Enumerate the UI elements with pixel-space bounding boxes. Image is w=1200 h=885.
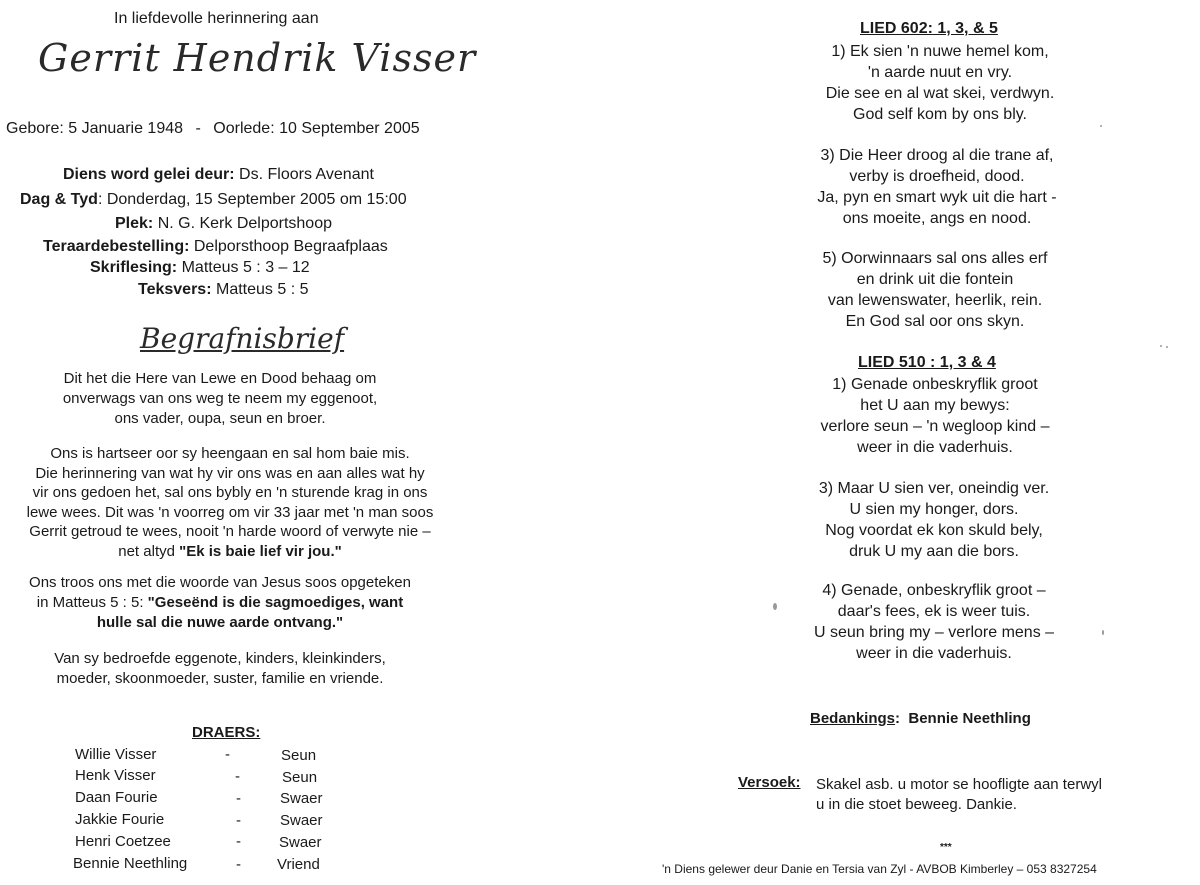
bearer-name: Jakkie Fourie	[75, 811, 165, 828]
hymn-510-verse-3	[798, 478, 1070, 562]
hymn-510-title: LIED 510 : 1, 3 & 4	[858, 354, 996, 371]
quote-bold: "Ek is baie lief vir jou."	[179, 542, 342, 560]
scan-speck	[1166, 346, 1168, 348]
scan-speck	[1160, 345, 1162, 347]
hymn-602-verse-1	[800, 41, 1080, 125]
verse-line: 3) Maar U sien ver, oneindig ver.	[818, 480, 1050, 497]
bearer-dash: -	[236, 812, 241, 829]
intro-line: In liefdevolle herinnering aan	[114, 10, 319, 27]
service-text-value: Matteus 5 : 5	[215, 281, 309, 298]
bearers-title: DRAERS:	[192, 724, 261, 741]
bearer-relation: Swaer	[279, 834, 322, 851]
bearer-name: Henk Visser	[75, 767, 156, 784]
request-label: Versoek:	[738, 774, 801, 791]
scripture-quote: hulle sal die nuwe aarde ontvang."	[96, 614, 344, 631]
bearer-dash: -	[236, 790, 241, 807]
service-leader-value: Ds. Floors Avenant	[239, 166, 374, 183]
bearer-name: Willie Visser	[75, 746, 157, 763]
verse-line: Ja, pyn en smart wyk uit die hart -	[817, 189, 1057, 206]
service-datetime-label: Dag & Tyd	[20, 191, 98, 208]
verse-line: ons moeite, angs en nood.	[842, 210, 1032, 227]
bearer-dash: -	[236, 856, 241, 873]
verse-line: 1) Genade onbeskryflik groot	[832, 376, 1038, 393]
bearer-dash: -	[225, 746, 230, 763]
bearer-name: Daan Fourie	[75, 789, 158, 806]
service-leader-label: Diens word gelei deur:	[63, 166, 235, 183]
hymn-602-verse-3	[796, 145, 1078, 229]
verse-line: van lewenswater, heerlik, rein.	[827, 292, 1043, 309]
scan-speck	[1100, 125, 1102, 127]
letter-paragraph-1	[0, 369, 440, 429]
paragraph-line: in Matteus 5 : 5: "Geseënd is die sagmoediges, want	[36, 594, 404, 611]
hymn-510-verse-4	[796, 580, 1072, 664]
bearer-dash: -	[236, 833, 241, 850]
verse-line: en drink uit die fontein	[856, 271, 1014, 288]
letter-title: Begrafnisbrief	[140, 322, 345, 355]
deceased-name: Gerrit Hendrik Visser	[38, 36, 477, 80]
verse-line: druk U my aan die bors.	[849, 543, 1019, 560]
service-leader	[63, 166, 374, 184]
paragraph-line: Ons troos ons met die woorde van Jesus soos opgeteken	[29, 574, 411, 591]
verse-line: U sien my honger, dors.	[849, 501, 1019, 518]
service-place	[115, 215, 332, 233]
paragraph-line: net altyd "Ek is baie lief vir jou."	[118, 542, 342, 560]
service-datetime	[20, 191, 407, 209]
verse-line: Nog voordat ek kon skuld bely,	[825, 522, 1043, 539]
scan-speck	[773, 603, 777, 610]
paragraph-line: Ons is hartseer oor sy heengaan en sal hom baie mis.	[50, 445, 410, 462]
request-line-1: Skakel asb. u motor se hoofligte aan terwyl	[816, 776, 1102, 793]
verse-line: 'n aarde nuut en vry.	[867, 64, 1013, 81]
paragraph-line: onverwags van ons weg te neem my eggenoot,	[62, 390, 378, 407]
paragraph-line: Dit het die Here van Lewe en Dood behaag om	[63, 370, 377, 387]
service-reading-value: Matteus 5 : 3 – 12	[181, 259, 310, 276]
hymn-602-title: LIED 602: 1, 3, & 5	[860, 20, 998, 37]
service-place-label: Plek:	[115, 215, 154, 232]
service-text-label: Teksvers:	[138, 281, 212, 298]
bearer-relation: Seun	[282, 769, 318, 786]
service-datetime-value: : Donderdag, 15 September 2005 om 15:00	[97, 191, 407, 208]
born-label: Gebore:	[6, 120, 64, 137]
service-reading-label: Skriflesing:	[90, 259, 178, 276]
verse-line: weer in die vaderhuis.	[856, 645, 1012, 662]
paragraph-line: moeder, skoonmoeder, suster, familie en vriende.	[56, 670, 384, 687]
hymn-602-verse-5	[800, 248, 1070, 332]
service-place-value: N. G. Kerk Delportshoop	[157, 215, 332, 232]
service-burial-label: Teraardebestelling:	[43, 238, 190, 255]
verse-line: daar's fees, ek is weer tuis.	[837, 603, 1031, 620]
service-reading	[90, 259, 310, 277]
letter-paragraph-3	[0, 573, 440, 633]
died-label: Oorlede:	[213, 120, 275, 137]
scan-speck	[1102, 630, 1104, 635]
thanks-line: Bedankings: Bennie Neethling	[810, 710, 1031, 727]
verse-line: het U aan my bewys:	[860, 397, 1010, 414]
born-date: 5 Januarie 1948	[68, 120, 184, 137]
paragraph-line: Die herinnering van wat hy vir ons was en aan alles wat hy	[35, 464, 425, 482]
paragraph-line: vir ons gedoen het, sal ons bybly en 'n sturende krag in ons	[32, 484, 428, 502]
paragraph-line: Gerrit getroud te wees, nooit 'n harde woord of verwyte nie –	[29, 523, 431, 541]
bearer-relation: Swaer	[280, 812, 323, 829]
verse-line: God self kom by ons bly.	[853, 106, 1027, 123]
paragraph-line: lewe wees. Dit was 'n voorreg om vir 33 jaar met 'n man soos	[26, 503, 434, 521]
verse-line: U seun bring my – verlore mens –	[813, 624, 1055, 641]
bearer-dash: -	[235, 768, 240, 785]
bearer-relation: Seun	[281, 747, 317, 764]
verse-line: verlore seun – 'n wegloop kind –	[820, 418, 1050, 435]
verse-line: 1) Ek sien 'n nuwe hemel kom,	[831, 43, 1049, 60]
hymn-510-verse-1	[800, 374, 1070, 458]
service-text	[138, 281, 308, 299]
verse-line: 3) Die Heer droog al die trane af,	[820, 147, 1054, 164]
verse-line: verby is droefheid, dood.	[849, 168, 1025, 185]
dates-separator: -	[195, 120, 201, 137]
request-line-2: u in die stoet beweeg. Dankie.	[816, 796, 1017, 813]
paragraph-line: ons vader, oupa, seun en broer.	[114, 410, 326, 427]
bearer-relation: Vriend	[277, 856, 320, 873]
bearer-name: Bennie Neethling	[73, 855, 188, 872]
thanks-label: Bedankings	[810, 710, 896, 727]
service-burial	[43, 238, 388, 256]
bearer-relation: Swaer	[280, 790, 323, 807]
footer-credit: 'n Diens gelewer deur Danie en Tersia van Zyl - AVBOB Kimberley – 053 8327254	[662, 862, 1097, 876]
bearer-name: Henri Coetzee	[75, 833, 171, 850]
verse-line: 4) Genade, onbeskryflik groot –	[822, 582, 1046, 599]
verse-line: 5) Oorwinnaars sal ons alles erf	[822, 250, 1048, 267]
died-date: 10 September 2005	[279, 120, 420, 137]
thanks-name: Bennie Neethling	[908, 710, 1031, 727]
paragraph-line: Van sy bedroefde eggenote, kinders, kleinkinders,	[54, 650, 386, 667]
service-burial-value: Delporsthoop Begraafplaas	[193, 238, 388, 255]
letter-paragraph-2	[0, 444, 460, 562]
letter-paragraph-4	[0, 649, 440, 689]
separator-stars: ***	[940, 842, 952, 853]
verse-line: En God sal oor ons skyn.	[845, 313, 1025, 330]
life-dates	[6, 120, 420, 138]
verse-line: weer in die vaderhuis.	[857, 439, 1013, 456]
verse-line: Die see en al wat skei, verdwyn.	[825, 85, 1055, 102]
scripture-quote: "Geseënd is die sagmoediges, want	[147, 594, 404, 611]
